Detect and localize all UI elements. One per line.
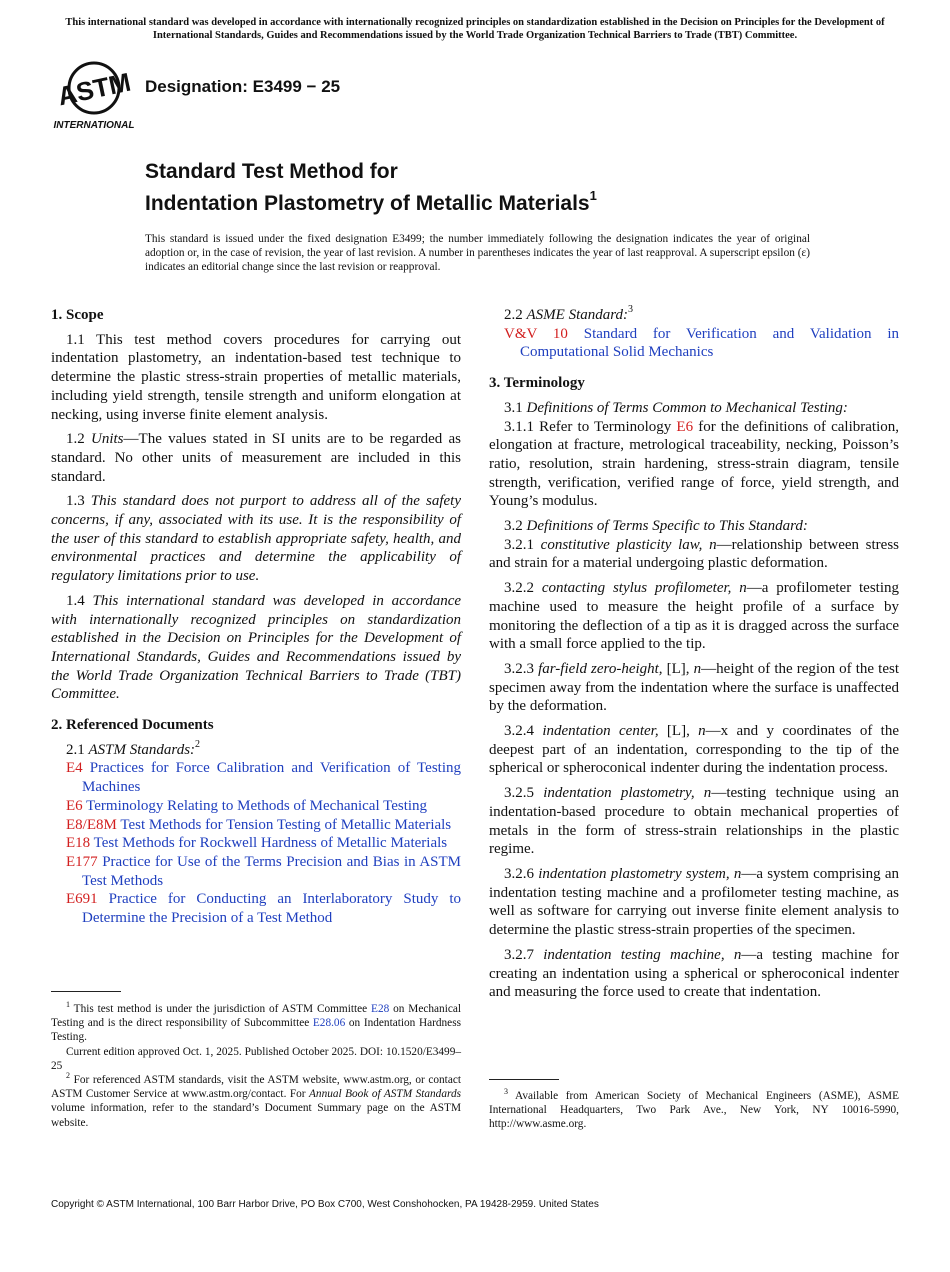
reference-title: Practice for Use of the Terms Precision and Bias in ASTM Test Methods xyxy=(82,853,462,889)
definition-term: indentation center, xyxy=(542,723,659,740)
footnotes-left xyxy=(51,1002,461,1130)
para-1-1: 1.1 This test method covers procedures for carrying out indentation plastometry, an indentation-based test technique to determine the plastic stress-strain properties of metallic materials, including yield strength, tensile strength and uniform elongation at necking, using inverse finite element analysis. xyxy=(51,331,461,423)
section-heading-terminology: 3. Terminology xyxy=(489,375,585,392)
reference-title: Terminology Relating to Methods of Mechanical Testing xyxy=(86,797,428,814)
astm-logo xyxy=(52,58,136,132)
astm-reference-item[interactable] xyxy=(51,816,461,835)
reference-code: E18 xyxy=(66,835,91,852)
reference-title: Practice for Conducting an Interlaboratory Study to Determine the Precision of a Test Method xyxy=(82,891,461,927)
left-column xyxy=(51,306,461,928)
para-2-2: 2.2 ASME Standard:$^3$ xyxy=(504,304,634,323)
para-3-2: 3.2 Definitions of Terms Specific to This Standard: xyxy=(504,518,808,535)
para-3-1: 3.1 Definitions of Terms Common to Mechanical Testing: xyxy=(504,399,848,416)
definition-item: 3.2.7 indentation testing machine, n—a testing machine for creating an indentation using a spherical or spheroconical indenter and measuring the force used to create that indentation. xyxy=(489,946,899,1001)
astm-reference-item[interactable] xyxy=(51,890,461,927)
definition-term: indentation testing machine, n xyxy=(543,946,742,963)
astm-reference-item[interactable] xyxy=(51,853,461,890)
reference-code: E8/E8M xyxy=(66,816,117,833)
footnote-1: $^1$ This test method is under the jurisdiction of ASTM Committee E28 on Mechanical Testing and is the direct responsibility of Subcommittee E28.06 on Indentation Hardness Testing. xyxy=(51,1000,461,1044)
footnote-rule-left xyxy=(51,991,121,992)
definition-term: indentation plastometry, n xyxy=(543,785,712,802)
definition-item: 3.2.2 contacting stylus profilometer, n—a profilometer testing machine used to measure the height profile of a surface by monitoring the deflection of a tip as it is dragged across the surface with a small force applied to the tip. xyxy=(489,580,899,653)
copyright-line: Copyright © ASTM International, 100 Barr Harbor Drive, PO Box C700, West Conshohocken, PA 19428-2959. United States xyxy=(51,1199,599,1210)
astm-logo-mark xyxy=(52,58,136,132)
section-heading-referenced: 2. Referenced Documents xyxy=(51,717,214,734)
reference-title: Test Methods for Rockwell Hardness of Metallic Materials xyxy=(93,835,448,852)
definition-item: 3.2.3 far-field zero-height, [L], n—height of the region of the test specimen away from the indentation where the surface is unaffected by the deformation. xyxy=(489,660,899,715)
footnote-1-edition: Current edition approved Oct. 1, 2025. Published October 2025. DOI: 10.1520/E3499–25 xyxy=(51,1045,461,1072)
footnotes-right xyxy=(489,1089,899,1132)
footnote-rule-right xyxy=(489,1079,559,1080)
reference-code: E691 xyxy=(66,891,98,908)
astm-reference-list xyxy=(51,759,461,927)
title-line-1: Standard Test Method for xyxy=(145,160,398,183)
definition-term: indentation plastometry system, n xyxy=(538,865,742,882)
footnote-2: $^2$ For referenced ASTM standards, visit the ASTM website, www.astm.org, or contact ASTM Customer Service at www.astm.org/contact. For Annual Book of ASTM Standards volume information, refer to the standard’s Document Summary page on the ASTM website. xyxy=(51,1071,461,1129)
asme-reference[interactable]: V&V 10 Standard for Verification and Validation in Computational Solid Mechanics xyxy=(504,325,899,361)
footnote-3: $^3$ Available from American Society of Mechanical Engineers (ASME), ASME International Headquarters, Two Park Ave., New York, NY 10016-5990, http://www.asme.org. xyxy=(489,1087,899,1131)
reference-code: E6 xyxy=(66,797,83,814)
title-line-2: Indentation Plastometry of Metallic Materials$^1$ xyxy=(145,188,597,215)
issued-note: This standard is issued under the fixed designation E3499; the number immediately following the designation indicates the year of original adoption or, in the case of revision, the year of last revision. A number in parentheses indicates the year of last reapproval. A superscript epsilon (ε) indicates an editorial change since the last revision or reapproval. xyxy=(145,233,810,274)
para-1-4: 1.4 This international standard was developed in accordance with internationally recognized principles on standardization established in the Decision on Principles for the Development of International Standards, Guides and Recommendations issued by the World Trade Organization Technical Barriers to Trade (TBT) Committee. xyxy=(51,592,462,703)
para-3-1-1: 3.1.1 Refer to Terminology E6 for the definitions of calibration, elongation at fracture, metrological traceability, necking, Poisson’s ratio, resolution, strain hardening, stress-strain diagram, tensile strength, verification, verified range of force, yield strength, and Young’s modulus. xyxy=(489,418,899,510)
reference-title: Test Methods for Tension Testing of Metallic Materials xyxy=(120,816,452,833)
definition-item: 3.2.1 constitutive plasticity law, n—relationship between stress and strain for a material undergoing plastic deformation. xyxy=(489,536,900,572)
section-heading-scope: 1. Scope xyxy=(51,307,104,323)
definition-item: 3.2.4 indentation center, [L], n—x and y coordinates of the deepest part of an indentation, corresponding to the tip of the spherical or spheroconical indenter during the indentation process. xyxy=(489,723,899,777)
reference-code: E177 xyxy=(66,853,98,870)
para-2-1: 2.1 ASTM Standards:$^2$ xyxy=(66,738,201,758)
definition-list xyxy=(489,536,899,1002)
definition-term: far-field zero-height, xyxy=(538,660,663,677)
astm-reference-item[interactable] xyxy=(51,834,461,853)
astm-reference-item[interactable] xyxy=(51,759,461,796)
logo-text: INTERNATIONAL xyxy=(53,120,135,131)
designation: Designation: E3499 − 25 xyxy=(145,77,341,96)
page-title xyxy=(145,159,845,217)
definition-item: 3.2.5 indentation plastometry, n—testing technique using an indentation-based procedure to obtain mechanical properties of metals in the form of stress-strain relationships in the plastic regime. xyxy=(489,785,900,858)
definition-term: constitutive plasticity law, n xyxy=(540,536,717,553)
reference-code: E4 xyxy=(66,760,83,777)
right-column xyxy=(489,306,899,1002)
link-e28[interactable]: E28 xyxy=(371,1003,390,1015)
svg-text:ASTM: ASTM xyxy=(55,66,134,112)
trade-notice: This international standard was developed in accordance with internationally recognized principles on standardization established in the Decision on Principles for the Development of International Standards, Guides and Recommendations issued by the World Trade Organization Technical Barriers to Trade (TBT) Committee. xyxy=(65,17,885,41)
link-e28-06[interactable]: E28.06 xyxy=(312,1017,346,1030)
astm-reference-item[interactable] xyxy=(51,797,461,816)
definition-term: contacting stylus profilometer, n xyxy=(541,580,747,597)
para-1-3: 1.3 This standard does not purport to address all of the safety concerns, if any, associated with its use. It is the responsibility of the user of this standard to establish appropriate safety, health, and environmental practices and determine the applicability of regulatory limitations prior to use. xyxy=(51,493,461,585)
definition-item: 3.2.6 indentation plastometry system, n—a system comprising an indentation testing machine and a profilometer testing machine, as well as software for carrying out inverse finite element analysis to determine the plastic stress-strain properties of the specimen. xyxy=(489,865,899,939)
reference-title: Practices for Force Calibration and Verification of Testing Machines xyxy=(82,760,461,796)
link-e6[interactable]: E6 xyxy=(676,418,694,435)
para-1-2: 1.2 Units—The values stated in SI units are to be regarded as standard. No other units of measurement are included in this standard. xyxy=(51,431,462,485)
title-footnote-mark: 1 xyxy=(589,188,597,203)
